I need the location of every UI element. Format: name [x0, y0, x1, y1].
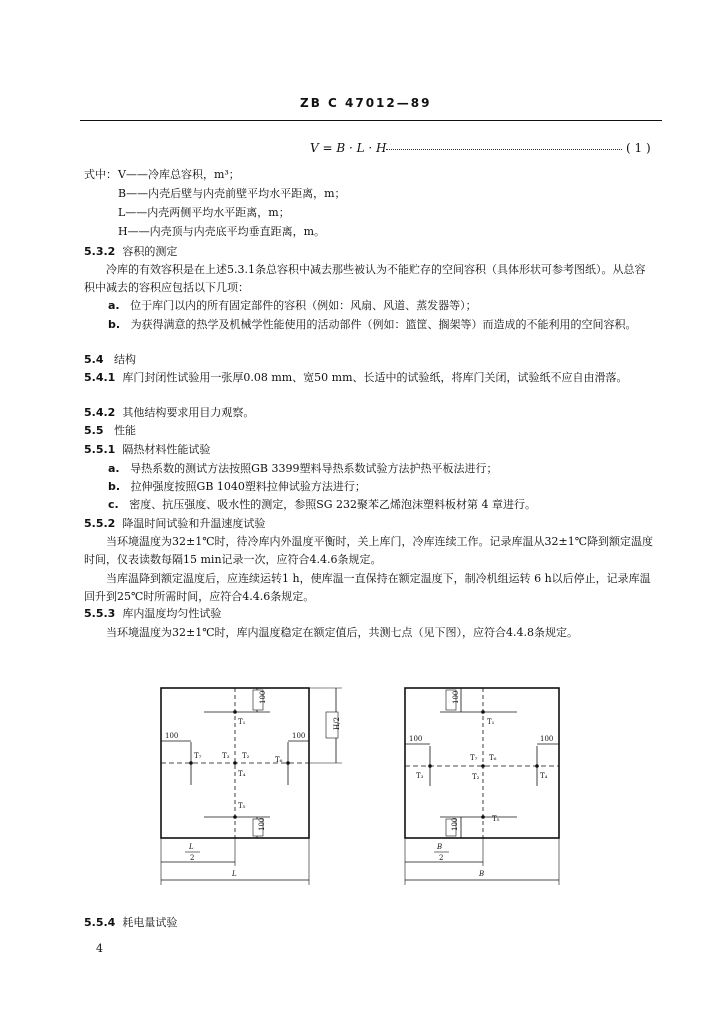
section-title: 性能	[114, 424, 136, 437]
item-label: a.	[108, 462, 120, 475]
left-h-half-text: H/2	[333, 717, 341, 730]
item-label: a.	[108, 299, 120, 312]
section-title: 库内温度均匀性试验	[122, 607, 222, 620]
right-b-half-denominator: 2	[439, 854, 444, 862]
section-title: 容积的测定	[122, 245, 178, 258]
section-title: 耗电量试验	[122, 916, 178, 929]
right-cabinet-outline	[405, 688, 559, 838]
right-right-dim-text: 100	[540, 735, 554, 743]
item-text: 导热系数的测试方法按照GB 3399塑料导热系数试验方法护热平板法进行；	[130, 462, 498, 475]
left-bottom-dim-text: 100	[258, 817, 266, 831]
section-5-3-2-paragraph: 冷库的有效容积是在上述5.3.1条总容积中减去那些被认为不能贮存的空间容积（具体形状可参考图纸）。从总容积中减去的容积应包括以下几项：	[84, 263, 646, 294]
right-point-t5	[481, 815, 485, 819]
section-number: 5.5.1	[84, 443, 116, 456]
right-top-dim-text: 100	[452, 690, 460, 704]
right-b-half-numerator: B	[437, 843, 443, 851]
left-l-full-text: L	[232, 870, 237, 878]
section-title: 隔热材料性能试验	[122, 443, 211, 456]
left-l-half-numerator: L	[189, 843, 194, 851]
left-point-t7	[189, 761, 193, 765]
where-item-h: H——内壳顶与内壳底平均垂直距离，m。	[118, 225, 326, 238]
section-number: 5.3.2	[84, 245, 116, 258]
section-number: 5.5.4	[84, 916, 116, 929]
right-diagram-labels	[409, 691, 553, 878]
section-5-5-2-paragraph-2: 当库温降到额定温度后，应连续运转1 h，使库温一直保持在额定温度下，制冷机组运转 6 h以后停止，记录库温回升到25℃时所需时间，应符合4.4.6条规定。	[84, 572, 651, 603]
where-item-l: L——内壳两侧平均水平距离，m；	[118, 206, 290, 219]
section-text: 库门封闭性试验用一张厚0.08 mm、宽50 mm、长适中的试验纸，将库门关闭，试验纸不应自由滑落。	[122, 371, 628, 384]
left-l-half-denominator: 2	[190, 854, 195, 862]
right-diagram-points	[428, 710, 539, 819]
where-item-b: B——内壳后壁与内壳前壁平均水平距离，m；	[118, 187, 346, 200]
left-point-t2	[233, 761, 237, 765]
right-label-t4: T₄	[540, 772, 548, 780]
section-text: 其他结构要求用目力观察。	[122, 406, 255, 419]
left-label-t7: T₇	[194, 752, 202, 760]
section-title: 结构	[114, 353, 136, 366]
left-label-t5: T₅	[238, 802, 246, 810]
section-number: 5.5	[84, 424, 104, 437]
right-label-t2: T₂	[472, 773, 480, 781]
left-label-t3: T₃	[222, 752, 230, 760]
section-number: 5.4.2	[84, 406, 116, 419]
section-title: 降温时间试验和升温速度试验	[122, 517, 266, 530]
section-number: 5.5.2	[84, 517, 116, 530]
left-label-t1: T₁	[238, 718, 246, 726]
page-number: 4	[96, 942, 103, 955]
right-b-full-text: B	[479, 870, 485, 878]
right-label-t7: T₇	[470, 754, 478, 762]
right-left-dim-text: 100	[409, 735, 423, 743]
equation-number: ( 1 )	[626, 141, 651, 155]
item-text: 位于库门以内的所有固定部件的容积（例如：风扇、风道、蒸发器等）；	[130, 299, 477, 312]
left-label-t2: T₂	[242, 752, 250, 760]
section-5-5-2-paragraph-1: 当环境温度为32±1℃时，待冷库内外温度平衡时，关上库门，冷库连续工作。记录库温从32±1℃降到额定温度时间，仪表读数每隔15 min记录一次，应符合4.4.6条规定。	[84, 535, 654, 566]
item-label: c.	[108, 498, 119, 511]
section-number: 5.5.3	[84, 607, 116, 620]
right-label-t1: T₁	[487, 718, 495, 726]
left-point-t5	[233, 815, 237, 819]
right-point-t2	[481, 764, 485, 768]
right-label-t3: T₃	[416, 772, 424, 780]
where-lead: 式中：	[84, 168, 117, 181]
right-bottom-dim-text: 100	[451, 817, 459, 831]
left-left-dim-text: 100	[165, 732, 179, 740]
document-header-id: ZB C 47012—89	[300, 96, 432, 110]
volume-formula: V = B · L · H	[310, 141, 387, 155]
right-label-t6: T₆	[489, 754, 497, 762]
right-label-t5: T₅	[492, 815, 500, 823]
left-label-t6: T₆	[275, 756, 283, 764]
right-diagram	[405, 688, 559, 885]
right-point-t3	[428, 764, 432, 768]
left-point-t1	[233, 710, 237, 714]
right-point-t4	[535, 764, 539, 768]
section-number: 5.4.1	[84, 371, 116, 384]
section-5-5-4-heading	[84, 916, 177, 930]
section-5-5-3-paragraph: 当环境温度为32±1℃时，库内温度稳定在额定值后，共测七点（见下图），应符合4.4.8条规定。	[106, 626, 579, 639]
left-label-t4: T₄	[238, 770, 246, 778]
item-text: 拉伸强度按照GB 1040塑料拉伸试验方法进行；	[130, 480, 366, 493]
item-text: 密度、抗压强度、吸水性的测定，参照SG 232聚苯乙烯泡沫塑料板材第 4 章进行。	[129, 498, 537, 511]
item-text: 为获得满意的热学及机械学性能使用的活动部件（例如：篮筐、搁架等）而造成的不能利用的空间容积。	[130, 318, 637, 331]
left-diagram	[161, 688, 342, 885]
where-item-v: V——冷库总容积，m³；	[118, 168, 240, 181]
left-top-dim-text: 100	[259, 690, 267, 704]
left-right-dim-text: 100	[292, 732, 306, 740]
section-number: 5.4	[84, 353, 104, 366]
item-label: b.	[108, 480, 121, 493]
item-label: b.	[108, 318, 121, 331]
left-point-t6	[286, 761, 290, 765]
right-point-t1	[481, 710, 485, 714]
